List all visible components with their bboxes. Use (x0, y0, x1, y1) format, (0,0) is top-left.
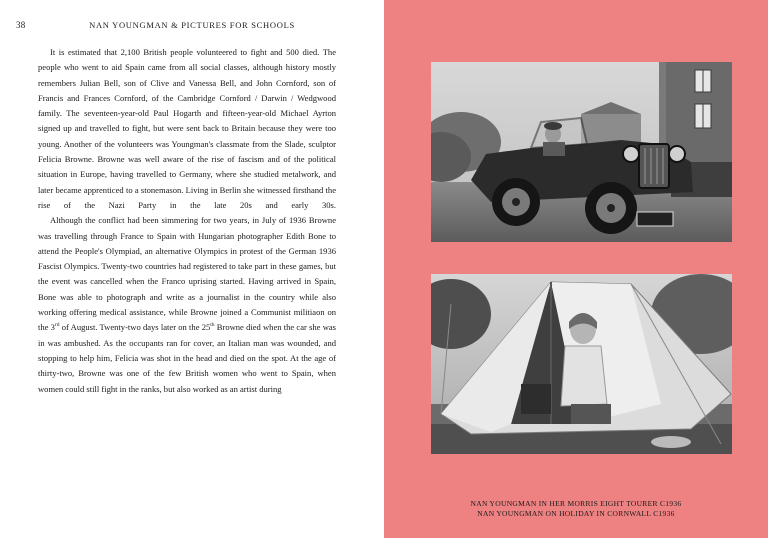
tent-photo-illustration (431, 274, 732, 454)
superscript-rd: rd (54, 322, 60, 329)
body-text (38, 45, 336, 397)
car-photo-illustration (431, 62, 732, 242)
paragraph-2-part-2: of August. Twenty-two days later on the 25 (59, 322, 211, 333)
paragraph-2-part-1: Although the conflict had been simmering for two years, in July of 1936 Browne was travelling through France to Spain with Hungarian photographer Edith Bone to attend the People's Olympiad, an alternative Olympics in protest of the German 1936 Fascist Olympics. Twenty-two countries had registered to take part in these games, but the event was cancelled when the Franco uprising started. Having arrived in Spain, Bone was able to photograph and write as a journalist in the country while also working offering medical assistance, while Browne joined a Communist militiaon on the 3 (38, 215, 336, 333)
photo-car (431, 62, 732, 242)
caption-car: NAN YOUNGMAN IN HER MORRIS EIGHT TOURER C1936 (470, 499, 682, 508)
superscript-th: th (210, 322, 215, 329)
photo-captions (384, 499, 768, 519)
page-number: 38 (16, 20, 26, 30)
photo-tent (431, 274, 732, 454)
paragraph-2 (38, 213, 336, 397)
paragraph-2-part-3: Browne died when the car she was in was ambushed. As the occupants ran for cover, an Italian man was wounded, and stopping to help him, Felicia was shot in the head and died on the spot. At the age of thirty-two, Browne was one of the few British women who went to Spain, when women could still fight in the ranks, but also worked as an artist during (38, 322, 336, 394)
caption-tent: NAN YOUNGMAN ON HOLIDAY IN CORNWALL C1936 (477, 509, 675, 518)
running-head: NAN YOUNGMAN & PICTURES FOR SCHOOLS (89, 20, 295, 30)
paragraph-1: It is estimated that 2,100 British people volunteered to fight and 500 died. The people who went to aid Spain came from all social classes, although history mostly remembers Julian Bell, son of Clive and Vanessa Bell, and John Cornford, son of Francis and Frances Cornford, of the Cambridge Cornford / Darwin / Wedgwood family. The seventeen-year-old Paul Hogarth and fifteen-year-old Michael Ayrton signed up and travelled to fight, but were sent back to Britain because they were too young. Another of the volunteers was Youngman's classmate from the Slade, sculptor Felicia Browne. Browne was well aware of the rise of fascism and of the political situation in Europe, having travelled to Germany, where she studied metalwork, and later became apprenticed to a stonemason. Living in Berlin she witnessed firsthand the rise of the Nazi Party in the late 20s and early 30s. (38, 47, 336, 210)
